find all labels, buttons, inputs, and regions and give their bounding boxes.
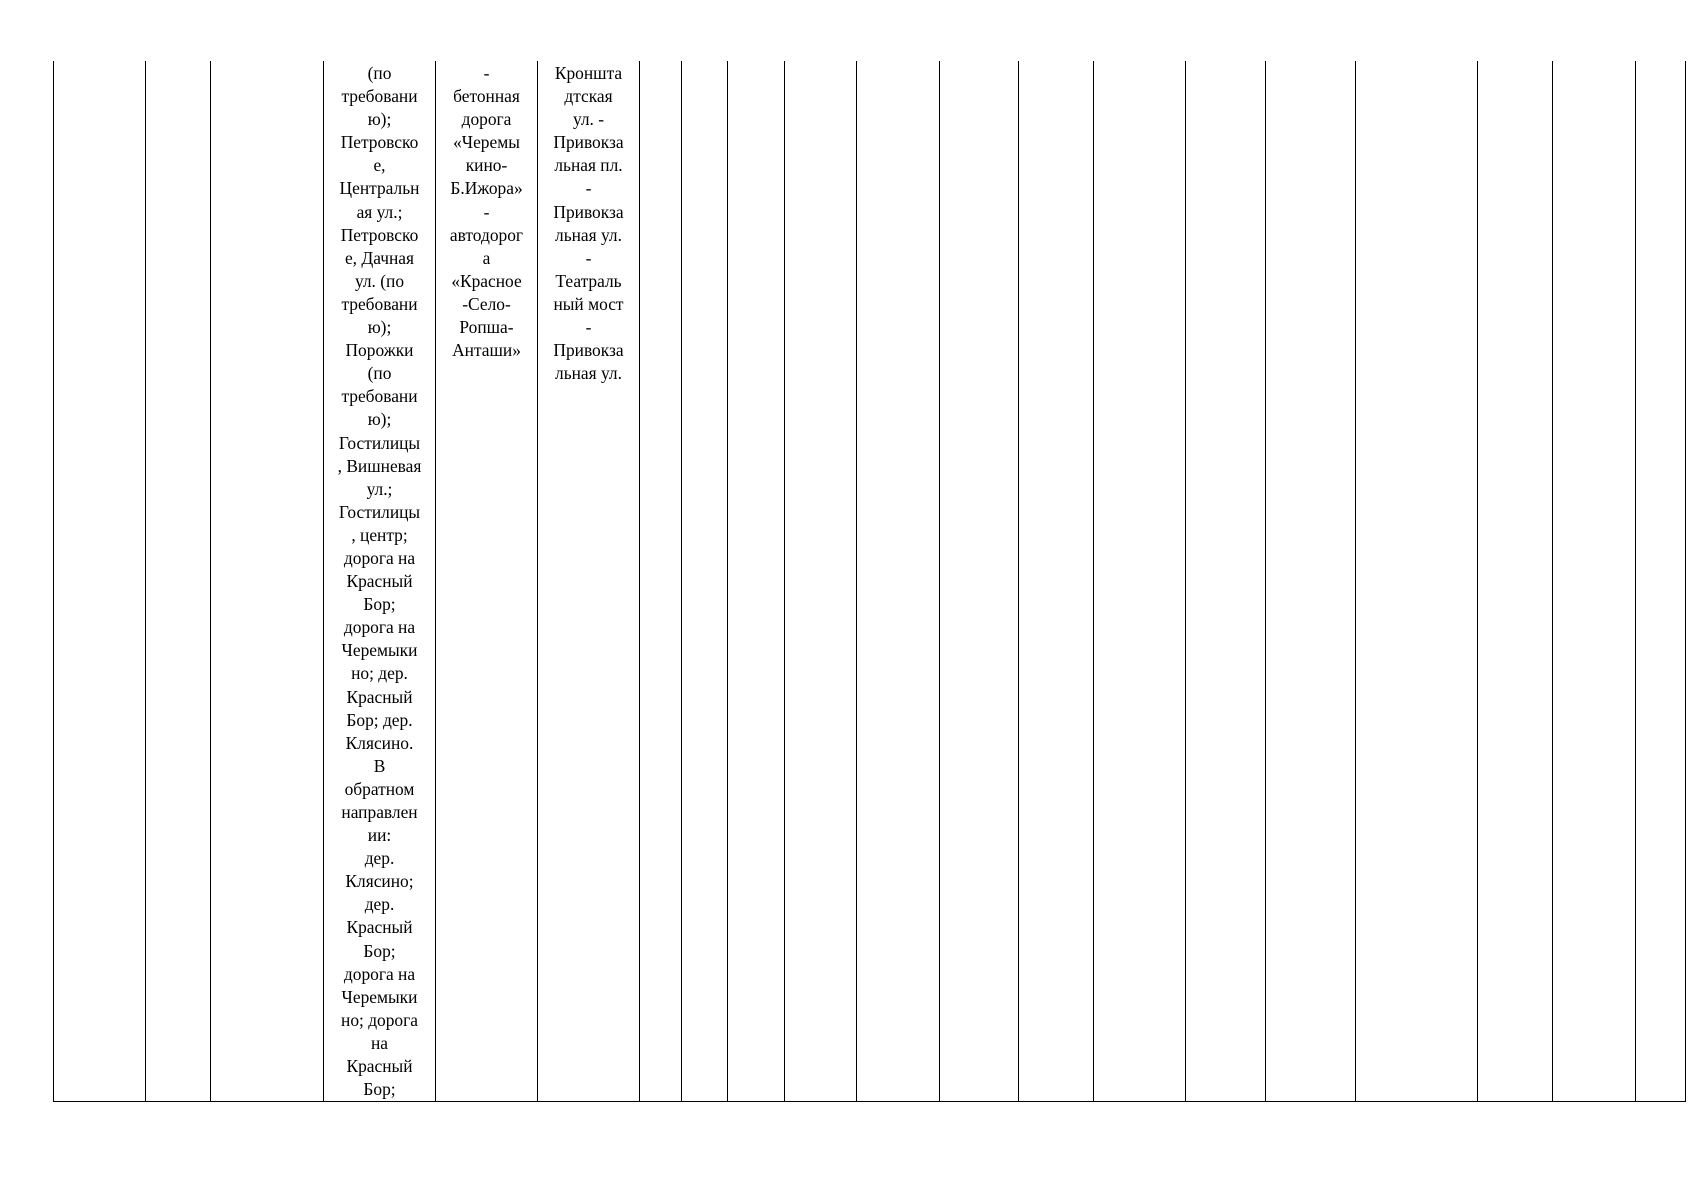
table-cell-col-10 — [785, 61, 857, 1102]
table-cell-col-13 — [1019, 61, 1094, 1102]
table-cell-col-18 — [1478, 61, 1553, 1102]
streets-text: Кроншта дтская ул. - Привокза льная пл. - Привокза льная ул. - Театраль ный мост - Привокза льная ул. — [553, 63, 624, 384]
table-cell-col-9 — [728, 61, 785, 1102]
table-row — [54, 61, 1686, 1102]
table-cell-col-1 — [54, 61, 146, 1102]
table-cell-col-3 — [211, 61, 324, 1102]
table-cell-col-2 — [146, 61, 211, 1102]
roads-text: - бетонная дорога «Черемы кино- Б.Ижора» - автодорог а «Красное -Село- Ропша- Анташи» — [449, 63, 524, 361]
table-cell-col-19 — [1553, 61, 1636, 1102]
stops-text: (по требовани ю); Петровско е, Центральн ая ул.; Петровско е, Дачная ул. (по требовани ю); Порожки (по требовани ю); Гостилицы , Вишневая ул.; Гостилицы , центр; дорога на Красный Бор; дорога на Черемыки но; дер. Красный Бор; дер. Клясино. В обратном направлен ии: дер. Клясино; дер. Красный Бор; дорога на Черемыки но; дорога на Красный Бор; — [337, 63, 422, 1100]
table-cell-col-15 — [1186, 61, 1266, 1102]
table-cell-col-7 — [640, 61, 682, 1102]
table-cell-streets — [538, 61, 640, 1102]
table-cell-col-14 — [1094, 61, 1186, 1102]
table-cell-col-8 — [682, 61, 728, 1102]
table-cell-col-16 — [1266, 61, 1356, 1102]
table-cell-roads — [436, 61, 538, 1102]
table-cell-col-20 — [1636, 61, 1686, 1102]
route-table — [53, 61, 1686, 1102]
table-cell-col-17 — [1356, 61, 1478, 1102]
table-cell-stops — [324, 61, 436, 1102]
table-cell-col-12 — [940, 61, 1019, 1102]
table-cell-col-11 — [857, 61, 940, 1102]
